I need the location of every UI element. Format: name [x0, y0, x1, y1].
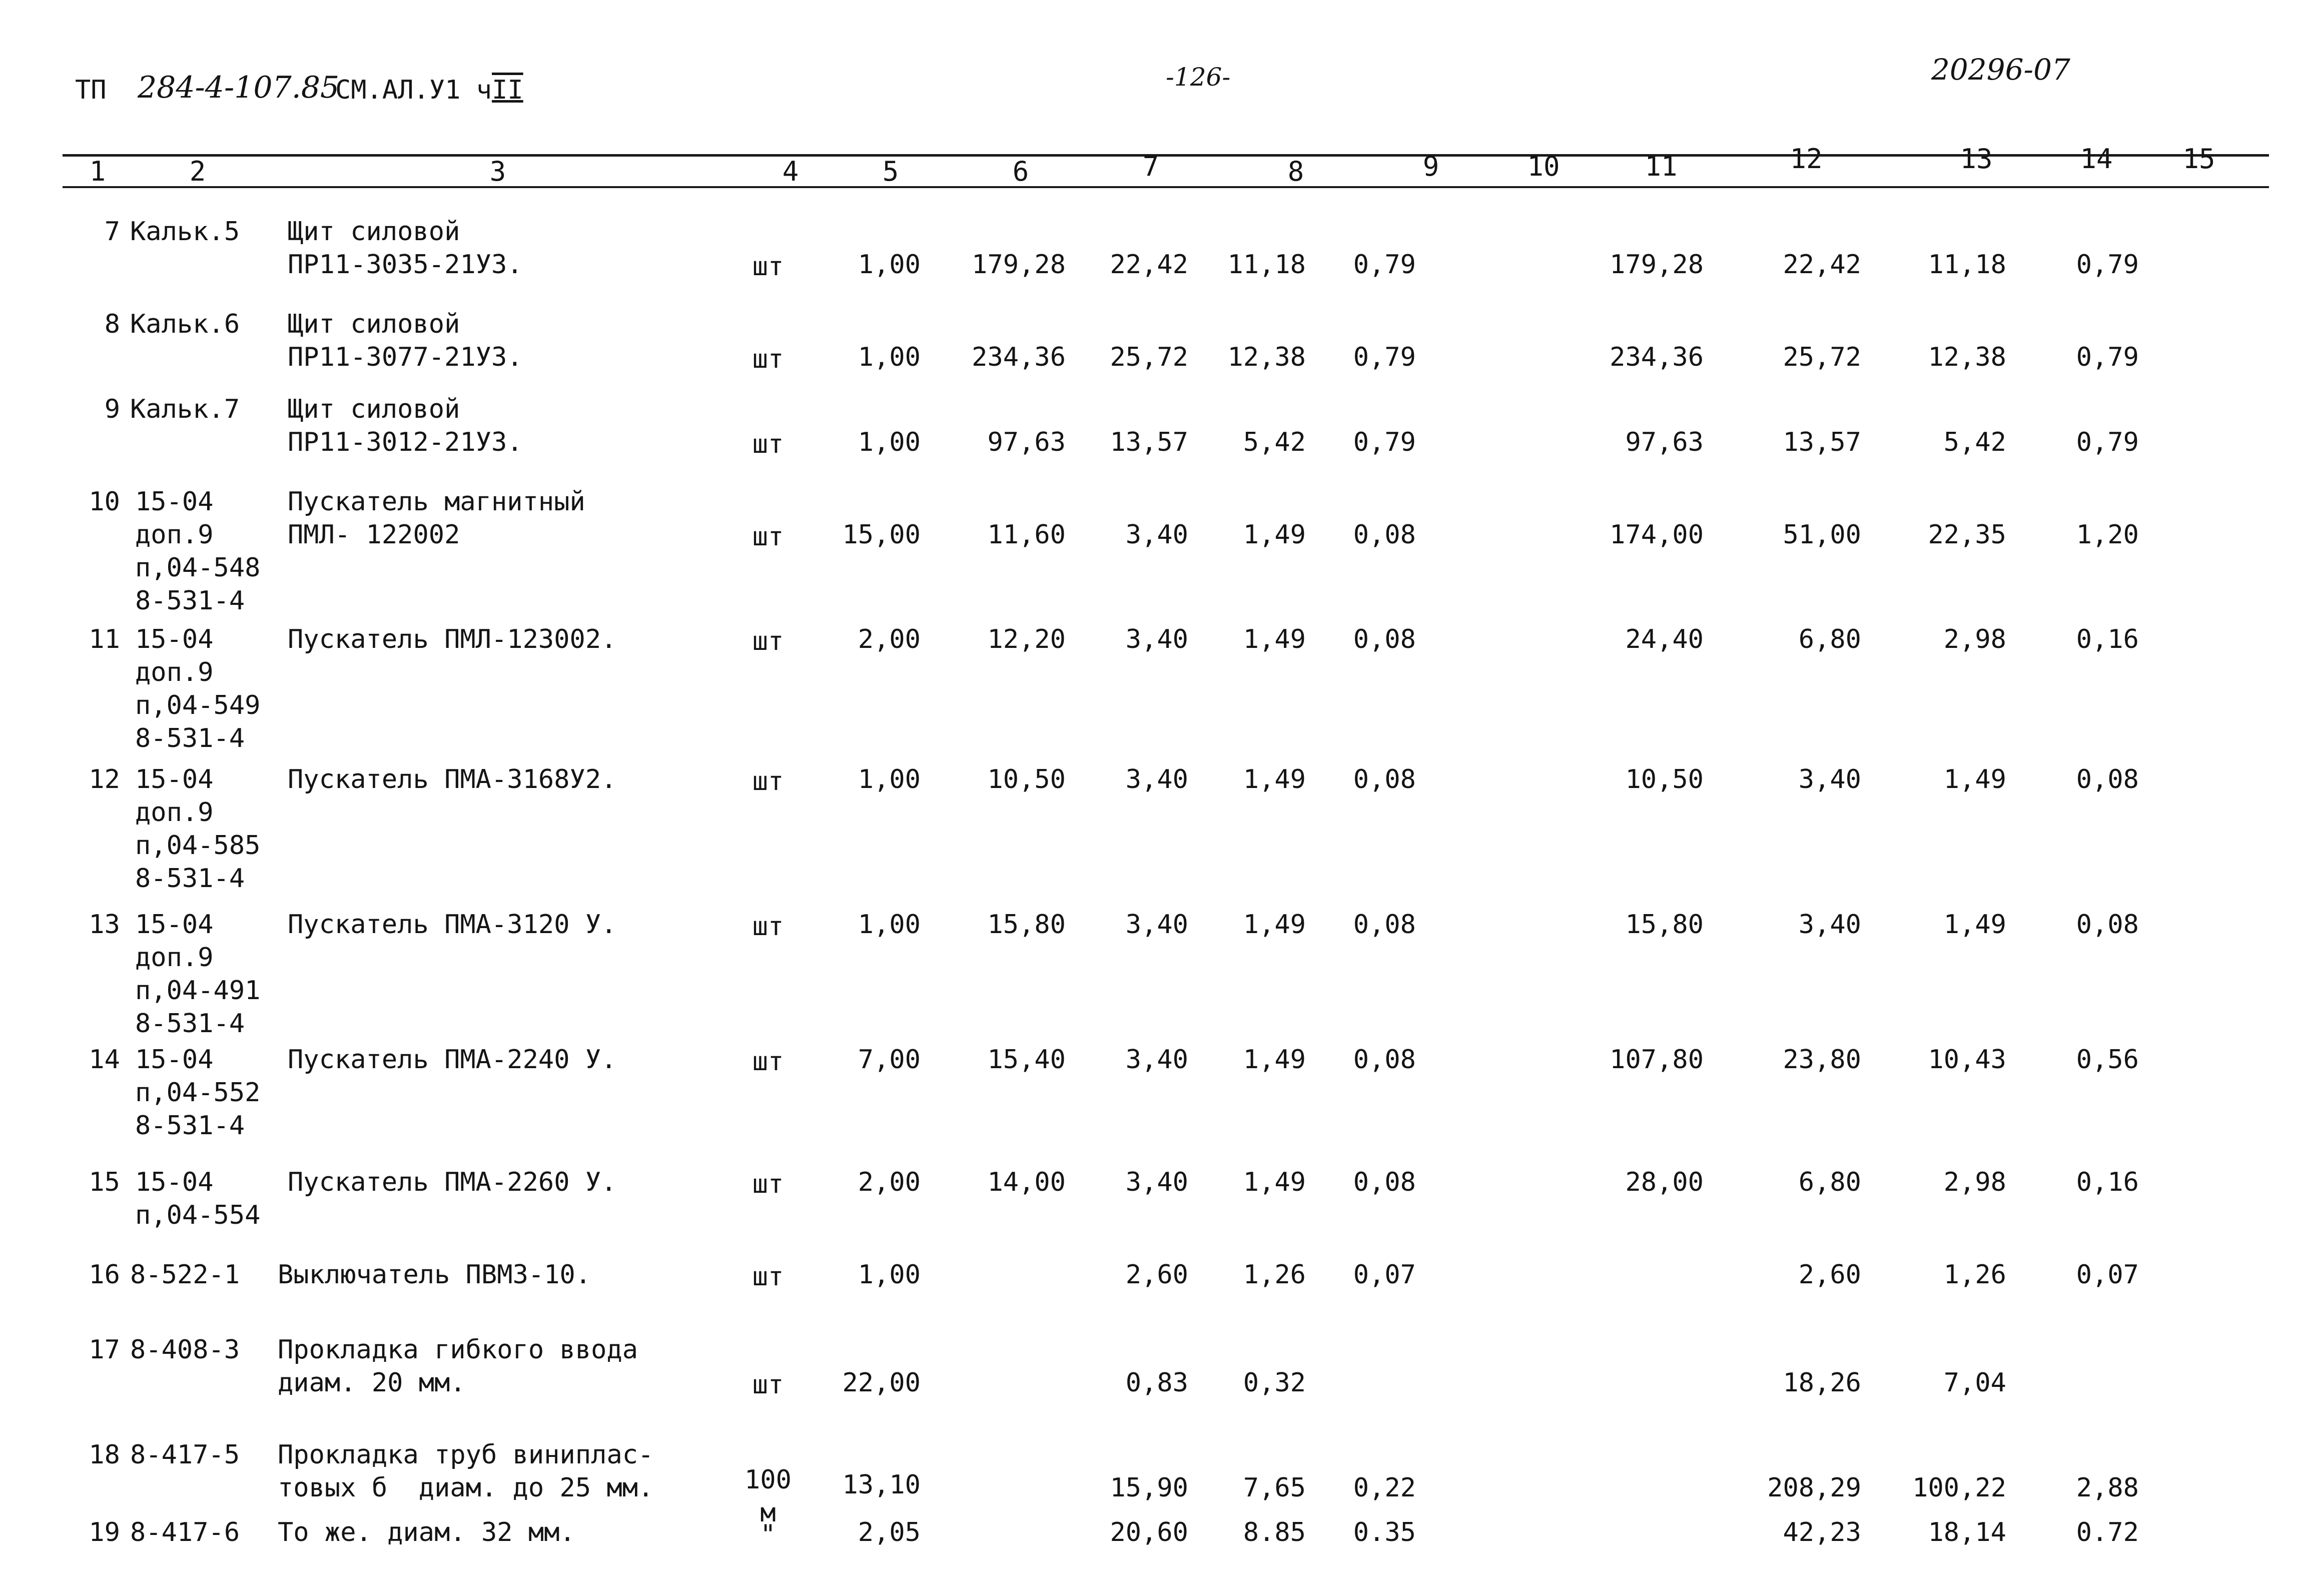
- work-name: ПР11-3012-21У3.: [288, 427, 523, 457]
- value-c14: 1,20: [2076, 520, 2139, 550]
- rate-code: п,04-554: [135, 1200, 261, 1230]
- work-name: Пускатель ПМА-2260 У.: [288, 1167, 617, 1197]
- column-number: 4: [782, 156, 799, 187]
- value-c11: 15,80: [1625, 910, 1704, 940]
- page-number: -126-: [1166, 63, 1231, 92]
- value-c14: 0,56: [2076, 1045, 2139, 1075]
- value-c6: 14,00: [987, 1167, 1066, 1197]
- value-qty: 2,00: [858, 1167, 921, 1197]
- value-c9: 0,79: [1353, 427, 1416, 457]
- value-c6: 234,36: [972, 342, 1066, 372]
- rate-code: 8-531-4: [135, 864, 245, 894]
- value-c7: 3,40: [1125, 764, 1188, 794]
- value-c9: 0.35: [1353, 1517, 1416, 1547]
- unit: шт: [752, 626, 784, 656]
- value-c14: 0,79: [2076, 342, 2139, 372]
- work-name: Щит силовой: [288, 394, 460, 424]
- column-number: 13: [1960, 143, 1993, 175]
- value-c6: 10,50: [987, 764, 1066, 794]
- column-number: 11: [1645, 151, 1678, 182]
- column-number: 9: [1422, 151, 1439, 182]
- value-qty: 1,00: [858, 1260, 921, 1290]
- value-c8: 7,65: [1243, 1473, 1306, 1503]
- value-c7: 2,60: [1125, 1260, 1188, 1290]
- column-number: 2: [189, 156, 206, 187]
- column-number: 14: [2080, 143, 2113, 175]
- row-number: 10: [89, 487, 120, 517]
- unit: шт: [752, 522, 784, 552]
- row-number: 16: [89, 1260, 120, 1290]
- value-c7: 3,40: [1125, 520, 1188, 550]
- rate-code: 15-04: [135, 487, 214, 517]
- rate-code: 8-531-4: [135, 723, 245, 753]
- value-c13: 18,14: [1928, 1517, 2006, 1547]
- value-c9: 0,08: [1353, 520, 1416, 550]
- value-c13: 100,22: [1912, 1473, 2006, 1503]
- value-c6: 15,40: [987, 1045, 1066, 1075]
- value-c12: 208,29: [1767, 1473, 1861, 1503]
- value-qty: 2,05: [858, 1517, 921, 1547]
- column-number: 5: [882, 156, 899, 187]
- rate-code: 8-531-4: [135, 586, 245, 616]
- value-c9: 0,08: [1353, 1045, 1416, 1075]
- value-c12: 2,60: [1798, 1260, 1861, 1290]
- rate-code: 8-531-4: [135, 1009, 245, 1039]
- unit: 100 м: [744, 1465, 792, 1528]
- row-number: 11: [89, 624, 120, 654]
- value-c8: 0,32: [1243, 1368, 1306, 1398]
- value-c14: 0,16: [2076, 624, 2139, 654]
- value-c8: 1,49: [1243, 520, 1306, 550]
- value-c13: 7,04: [1943, 1368, 2006, 1398]
- unit: шт: [752, 766, 784, 796]
- rate-code: 15-04: [135, 1045, 214, 1075]
- value-qty: 2,00: [858, 624, 921, 654]
- rate-code: 15-04: [135, 910, 214, 940]
- value-c6: 11,60: [987, 520, 1066, 550]
- value-qty: 1,00: [858, 342, 921, 372]
- value-c11: 107,80: [1610, 1045, 1704, 1075]
- value-c13: 10,43: [1928, 1045, 2006, 1075]
- value-c13: 2,98: [1943, 624, 2006, 654]
- column-number: 10: [1527, 151, 1560, 182]
- value-c12: 3,40: [1798, 764, 1861, 794]
- value-c12: 22,42: [1783, 250, 1861, 280]
- unit: шт: [752, 252, 784, 282]
- work-name: ПР11-3077-21У3.: [288, 342, 523, 372]
- value-c13: 2,98: [1943, 1167, 2006, 1197]
- work-name: диам. 20 мм.: [278, 1368, 466, 1398]
- rate-code: 8-522-1: [130, 1260, 240, 1290]
- value-qty: 1,00: [858, 250, 921, 280]
- value-c12: 13,57: [1783, 427, 1861, 457]
- project-number: 284-4-107.85: [138, 70, 340, 105]
- value-c13: 5,42: [1943, 427, 2006, 457]
- value-c13: 1,49: [1943, 910, 2006, 940]
- value-c7: 3,40: [1125, 910, 1188, 940]
- value-c9: 0,79: [1353, 342, 1416, 372]
- rate-code: Кальк.7: [130, 394, 240, 424]
- column-number: 15: [2182, 143, 2215, 175]
- value-qty: 15,00: [842, 520, 921, 550]
- value-c7: 3,40: [1125, 624, 1188, 654]
- value-qty: 7,00: [858, 1045, 921, 1075]
- value-c8: 12,38: [1227, 342, 1306, 372]
- unit: шт: [752, 429, 784, 459]
- unit: шт: [752, 1169, 784, 1199]
- value-c12: 25,72: [1783, 342, 1861, 372]
- series-label: ТП: [75, 75, 107, 105]
- row-number: 14: [89, 1045, 120, 1075]
- value-c14: 0.72: [2076, 1517, 2139, 1547]
- unit: шт: [752, 344, 784, 374]
- work-name: Пускатель магнитный: [288, 487, 585, 517]
- value-c12: 42,23: [1783, 1517, 1861, 1547]
- column-number: 8: [1287, 156, 1304, 187]
- row-number: 8: [104, 309, 120, 339]
- value-c6: 12,20: [987, 624, 1066, 654]
- value-c7: 0,83: [1125, 1368, 1188, 1398]
- rate-code: доп.9: [135, 657, 214, 687]
- work-name: Пускатель ПМА-3120 У.: [288, 910, 617, 940]
- work-name: Пускатель ПМА-3168У2.: [288, 764, 617, 794]
- value-c7: 20,60: [1110, 1517, 1188, 1547]
- value-c14: 0,79: [2076, 427, 2139, 457]
- row-number: 9: [104, 394, 120, 424]
- work-name: Пускатель ПМЛ-123002.: [288, 624, 617, 654]
- value-c8: 1,49: [1243, 764, 1306, 794]
- value-c11: 24,40: [1625, 624, 1704, 654]
- rate-code: п,04-548: [135, 553, 261, 583]
- value-c12: 6,80: [1798, 1167, 1861, 1197]
- rate-code: п,04-585: [135, 831, 261, 861]
- row-number: 15: [89, 1167, 120, 1197]
- value-c13: 12,38: [1928, 342, 2006, 372]
- value-c6: 15,80: [987, 910, 1066, 940]
- header-bottom-rule: [63, 186, 2269, 188]
- work-name: Щит силовой: [288, 217, 460, 247]
- value-c9: 0,08: [1353, 624, 1416, 654]
- rate-code: 8-408-3: [130, 1335, 240, 1365]
- rate-code: доп.9: [135, 943, 214, 973]
- value-c9: 0,79: [1353, 250, 1416, 280]
- unit: шт: [752, 1370, 784, 1400]
- work-name: ПР11-3035-21У3.: [288, 250, 523, 280]
- row-number: 17: [89, 1335, 120, 1365]
- value-c13: 1,26: [1943, 1260, 2006, 1290]
- column-number: 12: [1790, 143, 1823, 175]
- rate-code: Кальк.6: [130, 309, 240, 339]
- value-c8: 5,42: [1243, 427, 1306, 457]
- value-c8: 1,49: [1243, 1045, 1306, 1075]
- value-c11: 28,00: [1625, 1167, 1704, 1197]
- work-name: ПМЛ- 122002: [288, 520, 460, 550]
- rate-code: п,04-552: [135, 1078, 261, 1108]
- value-c13: 1,49: [1943, 764, 2006, 794]
- sheet-part: II: [492, 75, 523, 105]
- value-c8: 1,49: [1243, 624, 1306, 654]
- rate-code: 8-531-4: [135, 1111, 245, 1141]
- value-c11: 234,36: [1610, 342, 1704, 372]
- value-c12: 18,26: [1783, 1368, 1861, 1398]
- value-c12: 6,80: [1798, 624, 1861, 654]
- value-c6: 97,63: [987, 427, 1066, 457]
- work-name: товых б диам. до 25 мм.: [278, 1473, 654, 1503]
- work-name: Выключатель ПВМ3-10.: [278, 1260, 591, 1290]
- value-c8: 1,49: [1243, 1167, 1306, 1197]
- value-c7: 3,40: [1125, 1167, 1188, 1197]
- value-c14: 0,79: [2076, 250, 2139, 280]
- value-qty: 22,00: [842, 1368, 921, 1398]
- work-name: Щит силовой: [288, 309, 460, 339]
- value-c11: 10,50: [1625, 764, 1704, 794]
- value-c7: 25,72: [1110, 342, 1188, 372]
- unit: шт: [752, 1047, 784, 1077]
- column-number: 7: [1142, 151, 1159, 182]
- rate-code: 15-04: [135, 624, 214, 654]
- value-c8: 11,18: [1227, 250, 1306, 280]
- value-c12: 23,80: [1783, 1045, 1861, 1075]
- work-name: Прокладка труб виниплас-: [278, 1440, 654, 1470]
- value-c13: 22,35: [1928, 520, 2006, 550]
- column-number: 1: [89, 156, 106, 187]
- value-c13: 11,18: [1928, 250, 2006, 280]
- rate-code: доп.9: [135, 520, 214, 550]
- value-c8: 1,26: [1243, 1260, 1306, 1290]
- rate-code: 8-417-6: [130, 1517, 240, 1547]
- work-name: Пускатель ПМА-2240 У.: [288, 1045, 617, 1075]
- unit: шт: [752, 912, 784, 942]
- value-qty: 1,00: [858, 427, 921, 457]
- work-name: Прокладка гибкого ввода: [278, 1335, 638, 1365]
- value-c12: 51,00: [1783, 520, 1861, 550]
- row-number: 12: [89, 764, 120, 794]
- column-number: 6: [1012, 156, 1029, 187]
- row-number: 7: [104, 217, 120, 247]
- value-qty: 1,00: [858, 910, 921, 940]
- value-c9: 0,08: [1353, 910, 1416, 940]
- unit: ": [760, 1519, 776, 1549]
- value-c14: 0,16: [2076, 1167, 2139, 1197]
- value-c14: 0,08: [2076, 910, 2139, 940]
- value-c11: 179,28: [1610, 250, 1704, 280]
- rate-code: 15-04: [135, 1167, 214, 1197]
- value-c11: 174,00: [1610, 520, 1704, 550]
- value-c11: 97,63: [1625, 427, 1704, 457]
- value-qty: 1,00: [858, 764, 921, 794]
- rate-code: п,04-549: [135, 690, 261, 720]
- value-c6: 179,28: [972, 250, 1066, 280]
- value-c7: 15,90: [1110, 1473, 1188, 1503]
- row-number: 19: [89, 1517, 120, 1547]
- value-c9: 0,07: [1353, 1260, 1416, 1290]
- value-c7: 22,42: [1110, 250, 1188, 280]
- row-number: 13: [89, 910, 120, 940]
- value-c9: 0,08: [1353, 764, 1416, 794]
- work-name: То же. диам. 32 мм.: [278, 1517, 575, 1547]
- value-c8: 1,49: [1243, 910, 1306, 940]
- value-c9: 0,22: [1353, 1473, 1416, 1503]
- value-c12: 3,40: [1798, 910, 1861, 940]
- value-c14: 0,07: [2076, 1260, 2139, 1290]
- unit: шт: [752, 1262, 784, 1292]
- rate-code: доп.9: [135, 797, 214, 828]
- document-number: 20296-07: [1931, 53, 2070, 87]
- sheet-code: [335, 75, 523, 105]
- value-c7: 3,40: [1125, 1045, 1188, 1075]
- value-c14: 0,08: [2076, 764, 2139, 794]
- rate-code: Кальк.5: [130, 217, 240, 247]
- rate-code: 15-04: [135, 764, 214, 794]
- value-c9: 0,08: [1353, 1167, 1416, 1197]
- value-c14: 2,88: [2076, 1473, 2139, 1503]
- sheet-code-text: СМ.АЛ.У1 ч: [335, 75, 492, 105]
- value-c8: 8.85: [1243, 1517, 1306, 1547]
- rate-code: п,04-491: [135, 976, 261, 1006]
- column-number: 3: [489, 156, 506, 187]
- row-number: 18: [89, 1440, 120, 1470]
- rate-code: 8-417-5: [130, 1440, 240, 1470]
- value-qty: 13,10: [842, 1470, 921, 1500]
- value-c7: 13,57: [1110, 427, 1188, 457]
